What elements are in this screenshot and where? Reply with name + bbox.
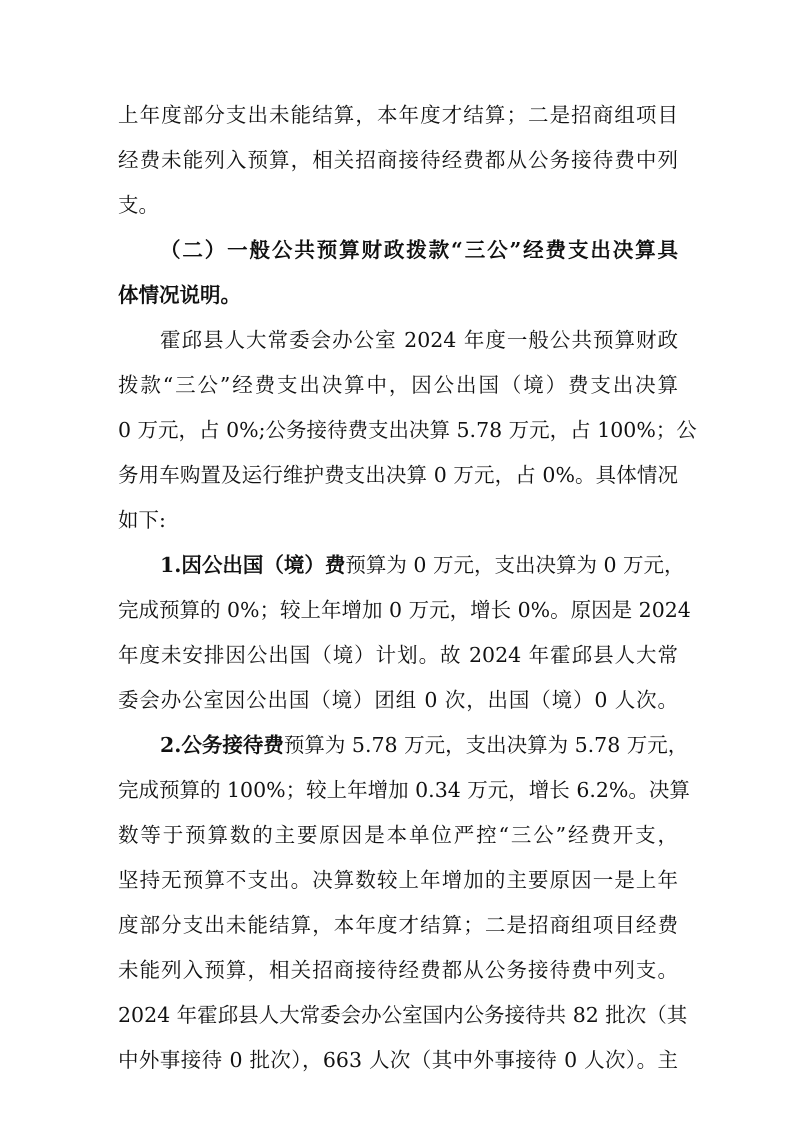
paragraph-line: 度部分支出未能结算，本年度才结算；二是招商组项目经费 xyxy=(118,913,678,937)
paragraph-line: 拨款“三公”经费支出决算中，因公出国（境）费支出决算 xyxy=(118,373,678,397)
item-label: 1.因公出国（境）费 xyxy=(160,553,346,577)
item-label: 2.公务接待费 xyxy=(160,733,284,757)
paragraph-line: 务用车购置及运行维护费支出决算 0 万元，占 0%。具体情况 xyxy=(118,463,678,487)
paragraph-line: 霍邱县人大常委会办公室 2024 年度一般公共预算财政 xyxy=(160,328,678,352)
item-text: 预算为 0 万元，支出决算为 0 万元， xyxy=(345,553,685,577)
paragraph-line: 上年度部分支出未能结算，本年度才结算；二是招商组项目 xyxy=(118,103,678,127)
paragraph-line: 经费未能列入预算，相关招商接待经费都从公务接待费中列 xyxy=(118,148,678,172)
item-line xyxy=(160,730,689,760)
paragraph-line: 坚持无预算不支出。决算数较上年增加的主要原因一是上年 xyxy=(118,868,678,892)
paragraph-line: 支。 xyxy=(118,193,159,217)
paragraph-line: 0 万元，占 0%;公务接待费支出决算 5.78 万元，占 100%；公 xyxy=(118,418,697,442)
paragraph-line: 如下: xyxy=(118,508,166,532)
paragraph-line: 委会办公室因公出国（境）团组 0 次，出国（境）0 人次。 xyxy=(118,688,678,712)
paragraph-line: 未能列入预算，相关招商接待经费都从公务接待费中列支。 xyxy=(118,958,678,982)
paragraph-line: 2024 年霍邱县人大常委会办公室国内公务接待共 82 批次（其 xyxy=(118,1003,688,1027)
section-heading: 体情况说明。 xyxy=(118,283,241,307)
paragraph-line: 中外事接待 0 批次），663 人次（其中外事接待 0 人次）。主 xyxy=(118,1048,678,1072)
paragraph-line: 年度未安排因公出国（境）计划。故 2024 年霍邱县人大常 xyxy=(118,643,678,667)
section-heading: （二）一般公共预算财政拨款“三公”经费支出决算具 xyxy=(160,238,678,262)
paragraph-line: 完成预算的 100%；较上年增加 0.34 万元，增长 6.2%。决算 xyxy=(118,778,690,802)
paragraph-line: 完成预算的 0%；较上年增加 0 万元，增长 0%。原因是 2024 xyxy=(118,598,691,622)
paragraph-line: 数等于预算数的主要原因是本单位严控“三公”经费开支， xyxy=(118,823,678,847)
item-line xyxy=(160,550,685,580)
item-text: 预算为 5.78 万元，支出决算为 5.78 万元， xyxy=(283,733,689,757)
